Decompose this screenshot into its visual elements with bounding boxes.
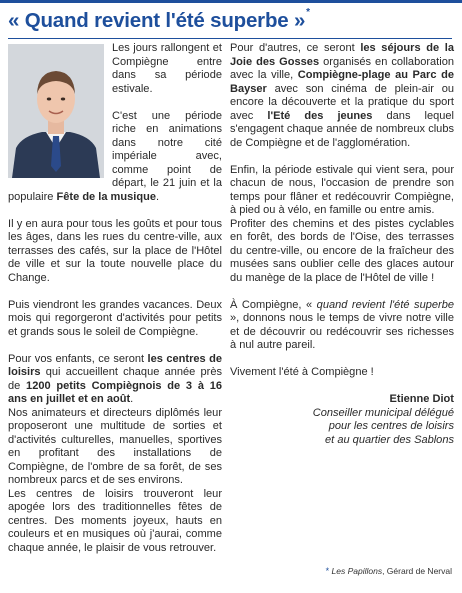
paragraph-text: Profiter des chemins et des pistes cyclables en forêt, des bords de l'Oise, des terrasses du centre-ville, ou encore de la fraîcheur des musées sans oublier celle des glaces autour du manège de la place de l'Hôtel de ville ! [230,217,454,284]
paragraph-text: . [155,190,160,203]
footnote [326,566,452,576]
highlight-enfants-count: 1200 petits Compiègnois de 3 à 16 ans en juillet et en août [8,379,223,405]
paragraph-text: C'est une période riche en animations dans notre cité impériale avec, comme point de départ, le 21 juin et la populaire [8,109,222,203]
footnote-source: Les Papillons [331,566,383,576]
highlight-fete-musique: Fête de la musique [56,190,156,203]
paragraph [230,299,454,353]
highlight-centres-loisirs: les centres de loisirs [8,352,223,378]
paragraph-text: », donnons nous le temps de vivre notre ville et de découvrir ou redécouvrir ses richesses à nul autre pareil. [230,312,454,351]
signature-role-line: et au quartier des Sablons [325,433,454,446]
paragraph [8,218,222,286]
paragraph-text: Vivement l'été à Compiègne ! [230,366,374,378]
footnote-author: , Gérard de Nerval [382,566,452,576]
signature-name: Etienne Diot [389,393,454,405]
footnote-mark: * [325,566,330,576]
article-title-text: « Quand revient l'été superbe » [8,9,306,32]
author-portrait-photo [8,44,104,178]
paragraph [230,42,454,150]
top-accent-rule [0,0,462,3]
title-underline [8,38,452,39]
paragraph-text: dans lequel s'engagent chaque année de nombreux clubs de Compiègne et de l'agglomération. [230,109,455,149]
paragraph-text: Pour vos enfants, ce seront [8,352,148,365]
paragraph [230,164,454,218]
paragraph-text: Il y en aura pour tous les goûts et pour tous les âges, dans les rues du centre-ville, aux terrasses des cafés, sur la place de l'Hôtel de ville et sur la toute nouvelle place du Change. [8,217,222,284]
highlight-compiegne-plage: Compiègne-plage au Parc de Bayser [230,69,454,95]
paragraph-text: Les centres de loisirs trouveront leur apogée lors des traditionnelles fêtes de centres. Des moments joyeux, hauts en couleurs et en musiques où j'aurai, comme chaque année, le plaisir de vous retrouver. [8,487,222,554]
paragraph-text: À Compiègne, « [230,298,317,311]
right-column [230,42,454,447]
paragraph [8,299,222,340]
paragraph [230,366,454,380]
signature-role-line: Conseiller municipal délégué [312,406,454,419]
paragraph-text: avec son cinéma de plein-air ou encore la découverte et la pratique du sport avec [230,82,454,122]
left-column [8,42,222,555]
highlight-ete-des-jeunes: l'Eté des jeunes [267,109,373,122]
article-title [8,9,310,33]
title-footnote-mark: * [306,7,310,18]
paragraph-text: Enfin, la période estivale qui vient sera, pour chacun de nous, l'occasion de prendre son temps pour flâner et redécouvrir Compiègne, à pied ou à vélo, en famille ou entre amis. [230,163,454,216]
highlight-joie-des-gosses: les séjours de la Joie des Gosses [230,42,454,68]
signature-block [230,393,454,447]
paragraph [8,488,222,556]
paragraph [230,218,454,286]
paragraph-text: Pour d'autres, ce seront [230,42,361,54]
paragraph-text: organisés en collaboration avec la ville, [230,55,454,81]
paragraph-text: Les jours rallongent et Compiègne entre dans sa période estivale. [112,42,222,95]
paragraph [8,407,222,488]
paragraph-text: Puis viendront les grandes vacances. Deux mois qui regorgeront d'activités pour petits et grands sous le soleil de Compiègne. [8,298,222,338]
paragraph-text: . [130,393,134,405]
portrait-illustration [8,44,104,178]
signature-role-line: pour les centres de loisirs [328,420,454,432]
quote-italic: quand revient l'été superbe [316,298,454,311]
paragraph-text: qui accueillent chaque année près de [8,366,222,392]
paragraph [8,353,222,407]
paragraph-text: Nos animateurs et directeurs diplômés leur proposeront une multitude de sorties et d'activités culturelles, manuelles, sportives en profitant des installations de Compiègne, de l'ombre de sa forêt, de ses nombreux parcs et de ses environs. [8,406,222,486]
